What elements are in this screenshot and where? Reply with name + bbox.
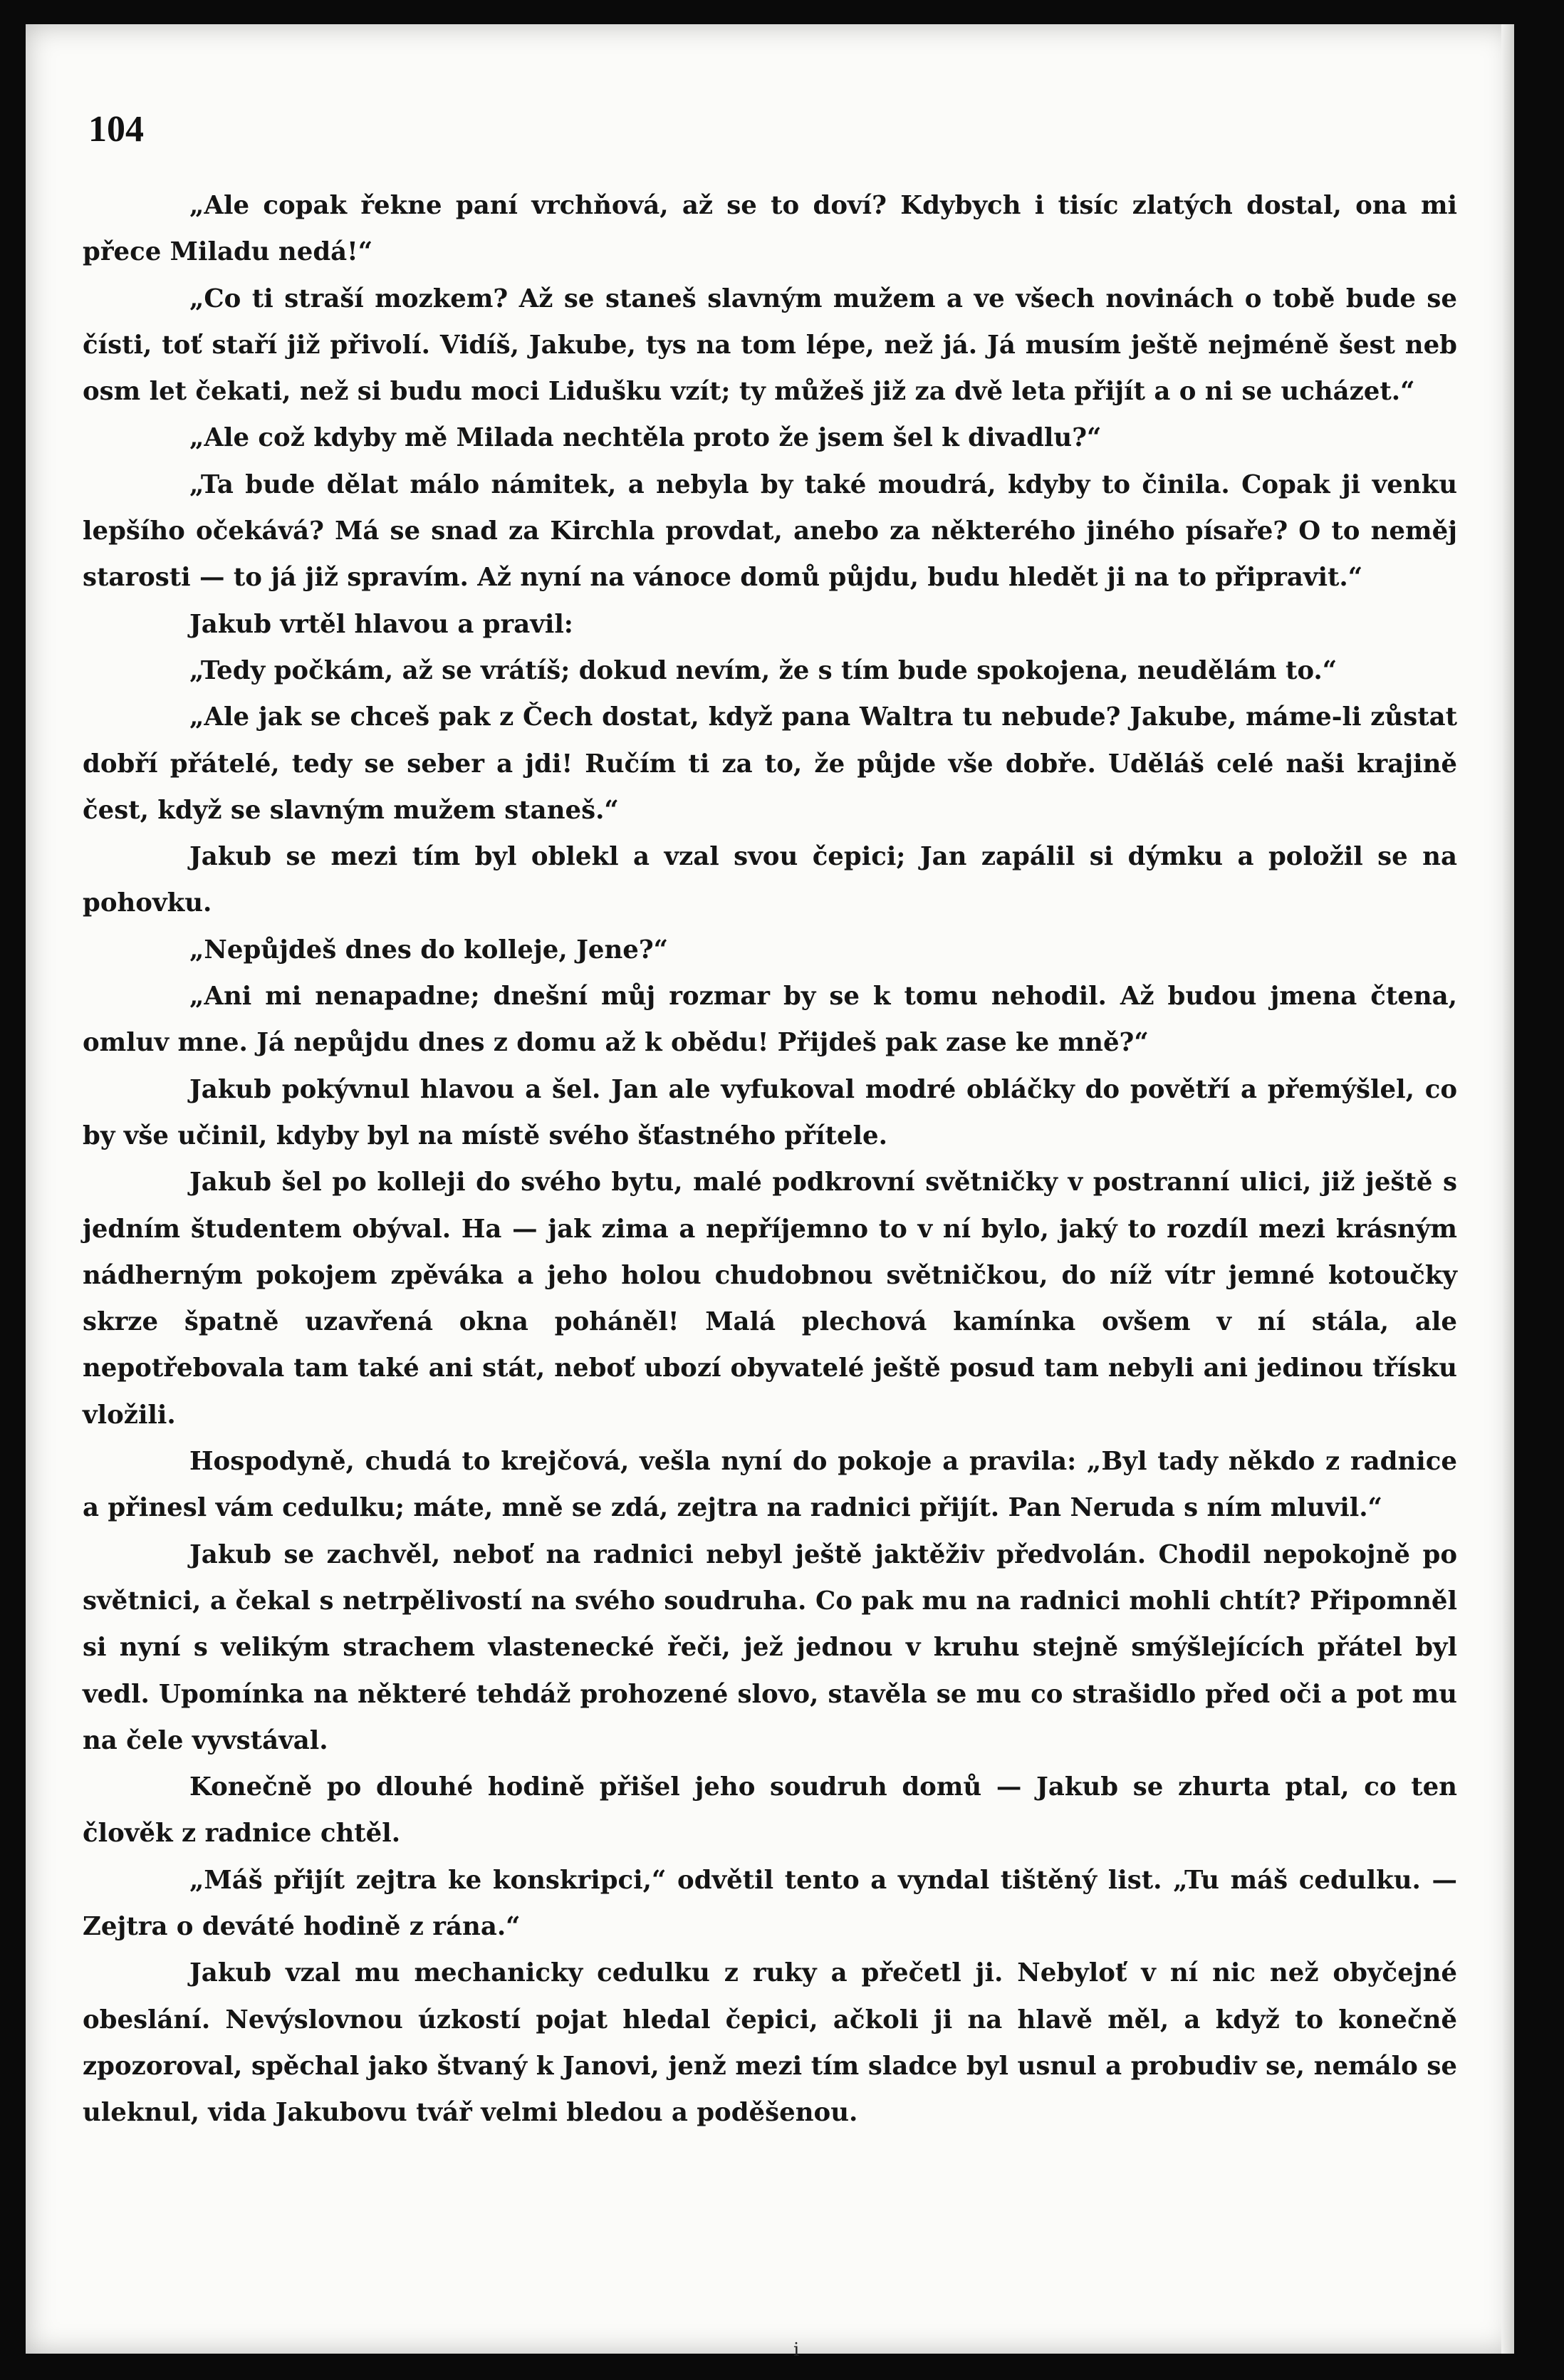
paragraph: Jakub vrtěl hlavou a pravil:	[189, 609, 573, 639]
paragraph: „Nepůjdeš dnes do kolleje, Jene?“	[189, 935, 669, 965]
paragraph: Hospodyně, chudá to krejčová, vešla nyní do pokoje a pravila: „Byl tady někdo z radnice a přinesl vám cedulku; máte, mně se zdá, zejtra na radnici přijít. Pan Neruda s ním mluvil.“	[83, 1447, 1457, 1523]
paragraph: Jakub pokývnul hlavou a šel. Jan ale vyfukoval modré obláčky do povětří a přemýšlel, co by vše učinil, kdyby byl na místě svého šťastného přítele.	[83, 1074, 1457, 1150]
paragraph: Jakub vzal mu mechanicky cedulku z ruky a přečetl ji. Nebyloť v ní nic než obyčejné obeslání. Nevýslovnou úzkostí pojat hledal čepici, ačkoli ji na hlavě měl, a když to konečně zpozoroval, spěchal jako štvaný k Janovi, jenž mezi tím sladce byl usnul a probudiv se, nemálo se uleknul, vida Jakubovu tvář velmi bledou a poděšenou.	[83, 1958, 1457, 2128]
paragraph: Jakub se zachvěl, neboť na radnici nebyl ještě jaktěživ předvolán. Chodil nepokojně po světnici, a čekal s netrpělivostí na svého soudruha. Co pak mu na radnici mohli chtít? Připomněl si nyní s velikým strachem vlastenecké řeči, jež jednou v kruhu stejně smýšlejících přátel byl vedl. Upomínka na některé tehdáž prohozené slovo, stavěla se mu co strašidlo před oči a pot mu na čele vyvstával.	[83, 1539, 1457, 1755]
bottom-mark: i	[793, 2339, 800, 2361]
page-edge	[1501, 24, 1514, 2354]
paragraph: „Máš přijít zejtra ke konskripci,“ odvětil tento a vyndal tištěný list. „Tu máš cedulku. — Zejtra o deváté hodině z rána.“	[83, 1865, 1457, 1941]
paragraph: „Ale copak řekne paní vrchňová, až se to doví? Kdybych i tisíc zlatých dostal, ona mi přece Miladu nedá!“	[83, 191, 1457, 267]
paragraph: „Co ti straší mozkem? Až se staneš slavným mužem a ve všech novinách o tobě bude se čísti, toť staří již přivolí. Vidíš, Jakube, tys na tom lépe, než já. Já musím ještě nejméně šest neb osm let čekati, než si budu moci Lidušku vzít; ty můžeš již za dvě leta přijít a o ni se ucházet.“	[83, 284, 1457, 407]
paragraph: „Tedy počkám, až se vrátíš; dokud nevím, že s tím bude spokojena, neudělám to.“	[189, 655, 1338, 685]
paragraph: Konečně po dlouhé hodině přišel jeho soudruh domů — Jakub se zhurta ptal, co ten člověk z radnice chtěl.	[83, 1772, 1457, 1849]
paragraph: „Ta bude dělat málo námitek, a nebyla by také moudrá, kdyby to činila. Copak ji venku lepšího očekává? Má se snad za Kirchla provdat, anebo za některého jiného písaře? O to neměj starosti — to já již spravím. Až nyní na vánoce domů půjdu, budu hledět ji na to připravit.“	[83, 469, 1457, 593]
paragraph: „Ale jak se chceš pak z Čech dostat, když pana Waltra tu nebude? Jakube, máme-li zůstat dobří přátelé, tedy se seber a jdi! Ručím ti za to, že půjde vše dobře. Uděláš celé naši krajině čest, když se slavným mužem staneš.“	[83, 702, 1457, 825]
book-page	[26, 24, 1514, 2361]
paragraph: Jakub se mezi tím byl oblekl a vzal svou čepici; Jan zapálil si dýmku a položil se na pohovku.	[83, 842, 1457, 918]
paragraph: Jakub šel po kolleji do svého bytu, malé podkrovní světničky v postranní ulici, již ještě s jedním študentem obýval. Ha — jak zima a nepříjemno to v ní bylo, jaký to rozdíl mezi krásným nádherným pokojem zpěváka a jeho holou chudobnou světničkou, do níž vítr jemné kotoučky skrze špatně uzavřená okna poháněl! Malá plechová kamínka ovšem v ní stála, ale nepotřebovala tam také ani stát, neboť ubozí obyvatelé ještě posud tam nebyli ani jedinou třísku vložili.	[83, 1168, 1457, 1430]
page-number: 104	[88, 109, 144, 150]
body-text	[83, 182, 1457, 2136]
paragraph: „Ani mi nenapadne; dnešní můj rozmar by se k tomu nehodil. Až budou jmena čtena, omluv mne. Já nepůjdu dnes z domu až k obědu! Přijdeš pak zase ke mně?“	[83, 982, 1457, 1058]
paragraph: „Ale což kdyby mě Milada nechtěla proto že jsem šel k divadlu?“	[189, 423, 1102, 453]
